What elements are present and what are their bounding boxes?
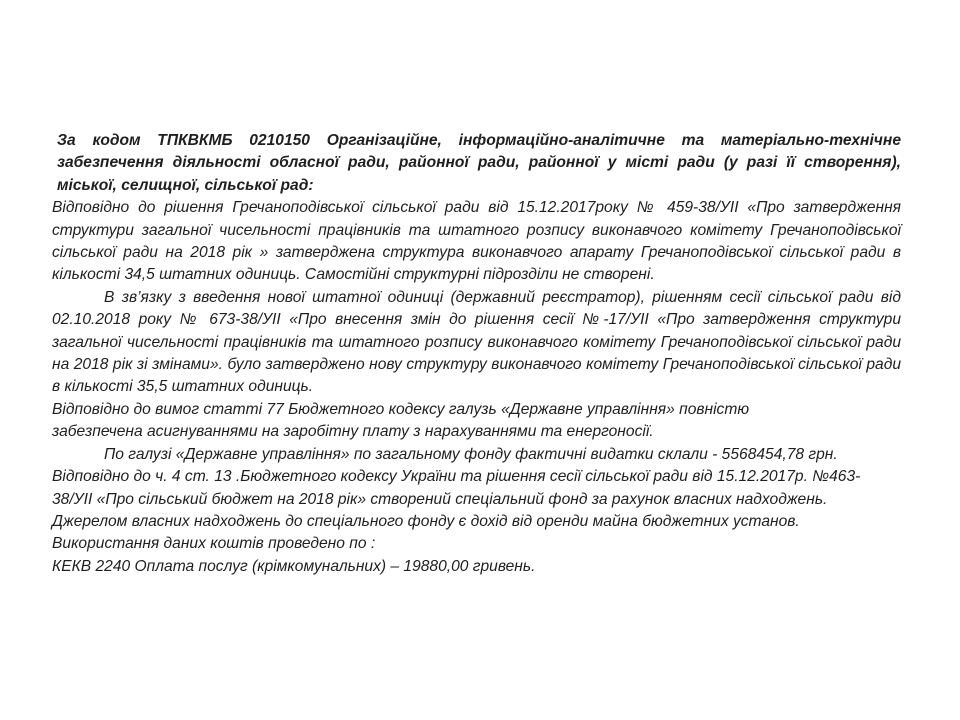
- paragraph-structure: Відповідно до рішення Гречаноподівської сільської ради від 15.12.2017року № 459-38/УІІ «Про затвердження структури загальної чисельності працівників та штатного розпису виконавчого комітету Гречаноподівської сільської ради на 2018 рік » затверджена структура виконавчого апарату Гречаноподівської сільської ради в кількості 34,5 штатних одиниць. Самостійні структурні підрозділи не створені.: [52, 199, 901, 284]
- paragraph-budget-code: Відповідно до вимог статті 77 Бюджетного кодексу галузь «Державне управління» повністю забезпечена асигнуваннями на заробітну плату з нарахуваннями та енергоносії.: [52, 400, 750, 441]
- paragraph-special-fund: Відповідно до ч. 4 ст. 13 .Бюджетного кодексу України та рішення сесії сільської ради від 15.12.2017р. №463-38/УІІ «Про сільський бюджет на 2018 рік» створений спеціальний фонд за рахунок власних надходжень. Джерелом власних надходжень до спеціального фонду є дохід від оренди майна бюджетних установ. Використання даних коштів проведено по :: [52, 468, 861, 553]
- paragraph-new-unit: В зв’язку з введення нової штатної одиниці (державний реєстратор), рішенням сесії сільської ради від 02.10.2018 року № 673-38/УІІ «Про внесення змін до рішення сесії №-17/УІІ «Про затвердження структури загальної чисельності працівників та штатного розпису виконавчого комітету Гречаноподівської сільської ради на 2018 рік зі змінами». було затверджено нову структуру виконавчого комітету Гречаноподівської сільської ради в кількості 35,5 штатних одиниць.: [52, 288, 901, 396]
- paragraph-expenses: По галузі «Державне управління» по загальному фонду фактичні видатки склали - 5568454,78 грн.: [104, 445, 838, 463]
- paragraph-kekv: КЕКВ 2240 Оплата послуг (крімкомунальних) – 19880,00 гривень.: [52, 557, 536, 575]
- document-body: [52, 130, 901, 578]
- document-heading: За кодом ТПКВКМБ 0210150 Організаційне, інформаційно-аналітичне та матеріально-технічне забезпечення діяльності обласної ради, районної ради, районної у місті ради (у разі її створення), міської, селищної, сільської рад:: [57, 132, 901, 194]
